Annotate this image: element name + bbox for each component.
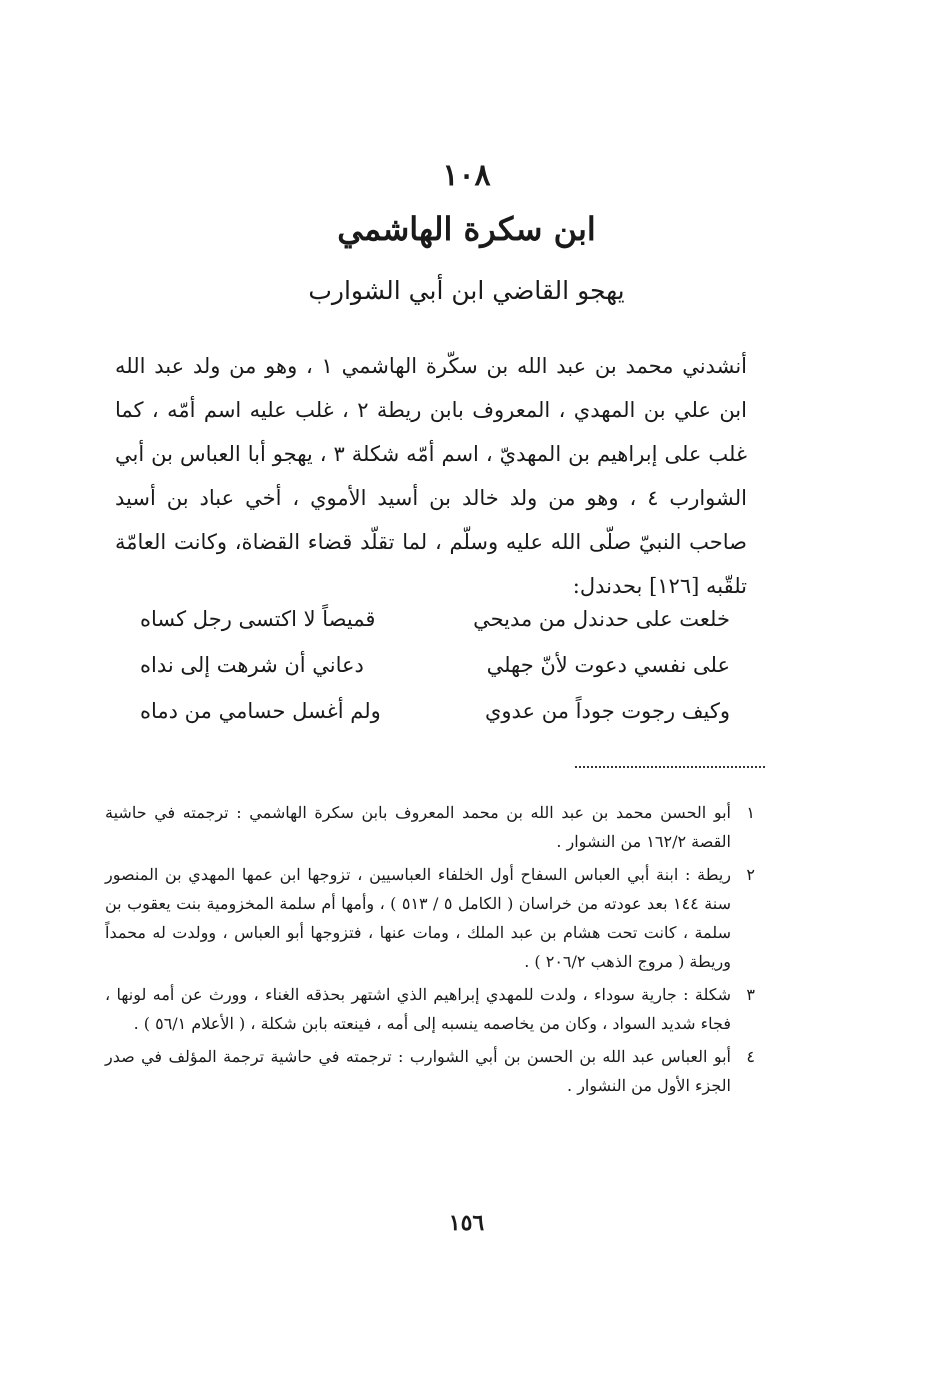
footnote-text: شكلة : جارية سوداء ، ولدت للمهدي إبراهيم الذي اشتهر بحذقه الغناء ، وورث عن أمه لونها ، فجاء شديد السواد ، وكان من يخاصمه ينسبه إلى أمه ، فينعته بابن شكلة ، ( الأعلام ٥٦/١ ) .: [105, 985, 731, 1033]
footnote-number: ١: [746, 803, 755, 822]
poem: [140, 596, 730, 734]
footnote-number: ٢: [746, 865, 755, 884]
verse-second-hemistich: دعاني أن شرهت إلى نداه: [140, 653, 364, 677]
footnote-divider: [575, 766, 765, 768]
chapter-title: ابن سكرة الهاشمي: [337, 210, 596, 248]
footnotes: [105, 798, 755, 1104]
poem-verse: [140, 642, 730, 688]
footnote: [105, 798, 755, 856]
poem-verse: [140, 688, 730, 734]
body-paragraph-text: أنشدني محمد بن عبد الله بن سكّرة الهاشمي ١ ، وهو من ولد عبد الله ابن علي بن المهدي ، المعروف بابن ريطة ٢ ، غلب عليه اسم أمّه ، كما غلب على إبراهيم بن المهديّ ، اسم أمّه شكلة ٣ ، يهجو أبا العباس بن أبي الشوارب ٤ ، وهو من ولد خالد بن أسيد الأموي ، أخي عباد بن أسيد صاحب النبيّ صلّى الله عليه وسلّم ، لما تقلّد قضاء القضاة، وكانت العامّة تلقّبه [١٢٦] بحدندل:: [115, 354, 747, 598]
footnote: [105, 980, 755, 1038]
verse-first-hemistich: وكيف رجوت جوداً من عدوي: [484, 699, 730, 723]
page-number: ١٥٦: [448, 1210, 485, 1236]
footnote-number: ٤: [746, 1047, 755, 1066]
footnote: [105, 1042, 755, 1100]
verse-first-hemistich: خلعت على حدندل من مديحي: [473, 607, 730, 631]
footnote-number: ٣: [746, 985, 755, 1004]
verse-second-hemistich: ولم أغسل حسامي من دماه: [140, 699, 381, 723]
footnote: [105, 860, 755, 976]
footnote-text: أبو الحسن محمد بن عبد الله بن محمد المعروف بابن سكرة الهاشمي : ترجمته في حاشية القصة ١٦٢/٢ من النشوار .: [105, 803, 731, 851]
chapter-number: ١٠٨: [442, 158, 491, 193]
body-paragraph: [115, 344, 747, 608]
verse-second-hemistich: قميصاً لا اكتسى رجل كساه: [140, 607, 376, 631]
chapter-subtitle: يهجو القاضي ابن أبي الشوارب: [308, 276, 625, 305]
footnote-text: أبو العباس عبد الله بن الحسن بن أبي الشوارب : ترجمته في حاشية ترجمة المؤلف في صدر الجزء الأول من النشوار .: [105, 1047, 731, 1095]
footnote-text: ريطة : ابنة أبي العباس السفاح أول الخلفاء العباسيين ، تزوجها ابن عمها المهدي بن المنصور سنة ١٤٤ بعد عودته من خراسان ( الكامل ٥ / ٥١٣ ) ، وأمها أم سلمة المخزومية بنت يعقوب بن سلمة ، كانت تحت هشام بن عبد الملك ، ومات عنها ، فتزوجها أبو العباس ، وولدت له محمداً وريطة ( مروج الذهب ٢٠٦/٢ ) .: [105, 865, 732, 971]
verse-first-hemistich: على نفسي دعوت لأنّ جهلي: [486, 653, 730, 677]
poem-verse: [140, 596, 730, 642]
